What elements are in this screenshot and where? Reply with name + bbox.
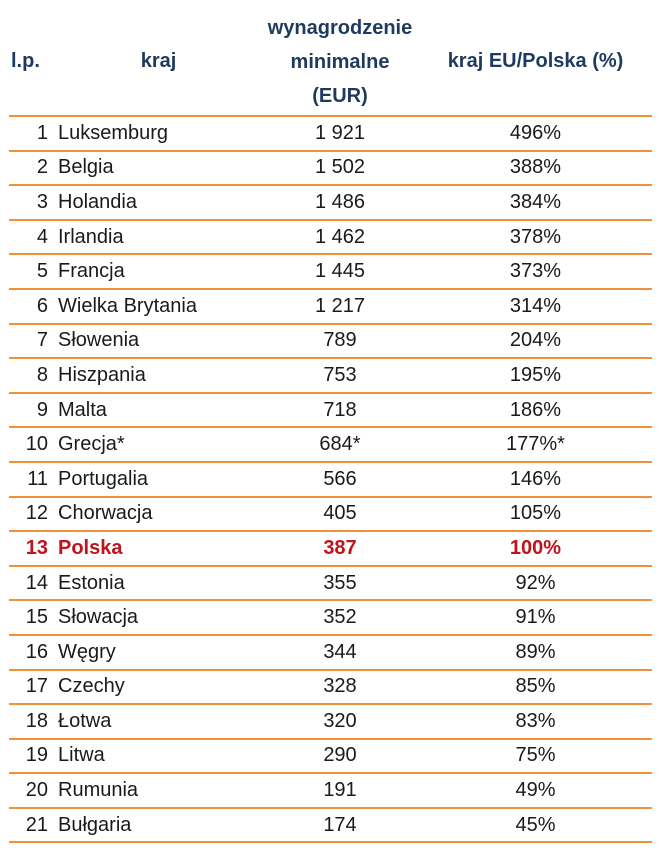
row-ratio: 496%	[419, 116, 652, 151]
row-minimum-wage: 344	[261, 635, 419, 670]
row-lp: 4	[9, 220, 56, 255]
row-minimum-wage: 1 445	[261, 254, 419, 289]
row-country: Łotwa	[56, 704, 261, 739]
row-country: Grecja*	[56, 427, 261, 462]
row-lp: 15	[9, 600, 56, 635]
row-minimum-wage: 684*	[261, 427, 419, 462]
row-minimum-wage: 1 502	[261, 151, 419, 186]
row-lp: 5	[9, 254, 56, 289]
table-row	[9, 324, 652, 359]
row-lp: 3	[9, 185, 56, 220]
row-minimum-wage: 320	[261, 704, 419, 739]
row-country: Belgia	[56, 151, 261, 186]
row-ratio: 186%	[419, 393, 652, 428]
header-ratio: kraj EU/Polska (%)	[419, 8, 652, 116]
row-ratio: 177%*	[419, 427, 652, 462]
row-ratio: 100%	[419, 531, 652, 566]
table-row	[9, 427, 652, 462]
table-row	[9, 289, 652, 324]
row-lp: 6	[9, 289, 56, 324]
table-row	[9, 704, 652, 739]
row-minimum-wage: 355	[261, 566, 419, 601]
row-minimum-wage: 718	[261, 393, 419, 428]
table-row	[9, 358, 652, 393]
row-country: Francja	[56, 254, 261, 289]
row-country: Chorwacja	[56, 497, 261, 532]
header-wynagrodzenie	[261, 8, 419, 116]
row-minimum-wage: 352	[261, 600, 419, 635]
minimum-wage-table	[9, 8, 652, 843]
table-row	[9, 600, 652, 635]
row-ratio: 85%	[419, 670, 652, 705]
header-lp: l.p.	[9, 8, 56, 116]
row-ratio: 378%	[419, 220, 652, 255]
row-ratio: 89%	[419, 635, 652, 670]
row-country: Polska	[56, 531, 261, 566]
row-lp: 21	[9, 808, 56, 843]
row-ratio: 49%	[419, 773, 652, 808]
row-lp: 13	[9, 531, 56, 566]
row-ratio: 314%	[419, 289, 652, 324]
row-lp: 7	[9, 324, 56, 359]
row-lp: 16	[9, 635, 56, 670]
row-country: Bułgaria	[56, 808, 261, 843]
table-row	[9, 739, 652, 774]
row-lp: 8	[9, 358, 56, 393]
row-country: Luksemburg	[56, 116, 261, 151]
row-lp: 2	[9, 151, 56, 186]
row-lp: 14	[9, 566, 56, 601]
table-row	[9, 670, 652, 705]
row-lp: 20	[9, 773, 56, 808]
row-country: Malta	[56, 393, 261, 428]
row-minimum-wage: 328	[261, 670, 419, 705]
row-ratio: 75%	[419, 739, 652, 774]
row-lp: 19	[9, 739, 56, 774]
row-minimum-wage: 753	[261, 358, 419, 393]
table-row	[9, 151, 652, 186]
table-row	[9, 497, 652, 532]
header-row	[9, 8, 652, 116]
header-wyn-line2: minimalne	[290, 50, 390, 73]
table-row	[9, 116, 652, 151]
header-wyn-line1: wynagrodzenie	[267, 16, 413, 39]
row-country: Wielka Brytania	[56, 289, 261, 324]
row-lp: 1	[9, 116, 56, 151]
header-wyn-line3: (EUR)	[312, 84, 368, 107]
row-minimum-wage: 405	[261, 497, 419, 532]
table-row	[9, 254, 652, 289]
row-lp: 11	[9, 462, 56, 497]
row-lp: 9	[9, 393, 56, 428]
row-country: Rumunia	[56, 773, 261, 808]
row-minimum-wage: 387	[261, 531, 419, 566]
table-row	[9, 531, 652, 566]
table-header	[9, 8, 652, 116]
table-row	[9, 185, 652, 220]
row-minimum-wage: 1 462	[261, 220, 419, 255]
row-lp: 10	[9, 427, 56, 462]
row-country: Portugalia	[56, 462, 261, 497]
row-ratio: 146%	[419, 462, 652, 497]
row-country: Irlandia	[56, 220, 261, 255]
row-minimum-wage: 566	[261, 462, 419, 497]
table-row	[9, 393, 652, 428]
row-ratio: 195%	[419, 358, 652, 393]
row-country: Hiszpania	[56, 358, 261, 393]
row-ratio: 204%	[419, 324, 652, 359]
row-minimum-wage: 1 217	[261, 289, 419, 324]
row-country: Estonia	[56, 566, 261, 601]
table-body	[9, 116, 652, 842]
row-lp: 17	[9, 670, 56, 705]
row-lp: 12	[9, 497, 56, 532]
row-country: Czechy	[56, 670, 261, 705]
table-row	[9, 773, 652, 808]
table-row	[9, 462, 652, 497]
table-row	[9, 635, 652, 670]
row-ratio: 92%	[419, 566, 652, 601]
row-country: Węgry	[56, 635, 261, 670]
row-country: Słowenia	[56, 324, 261, 359]
table-row	[9, 566, 652, 601]
row-country: Holandia	[56, 185, 261, 220]
row-ratio: 45%	[419, 808, 652, 843]
row-lp: 18	[9, 704, 56, 739]
row-ratio: 384%	[419, 185, 652, 220]
row-minimum-wage: 789	[261, 324, 419, 359]
row-minimum-wage: 191	[261, 773, 419, 808]
row-ratio: 83%	[419, 704, 652, 739]
table-row	[9, 808, 652, 843]
header-kraj: kraj	[56, 8, 261, 116]
row-ratio: 91%	[419, 600, 652, 635]
row-country: Słowacja	[56, 600, 261, 635]
row-ratio: 388%	[419, 151, 652, 186]
row-ratio: 105%	[419, 497, 652, 532]
row-minimum-wage: 1 921	[261, 116, 419, 151]
row-minimum-wage: 290	[261, 739, 419, 774]
row-ratio: 373%	[419, 254, 652, 289]
row-country: Litwa	[56, 739, 261, 774]
row-minimum-wage: 174	[261, 808, 419, 843]
table-row	[9, 220, 652, 255]
row-minimum-wage: 1 486	[261, 185, 419, 220]
